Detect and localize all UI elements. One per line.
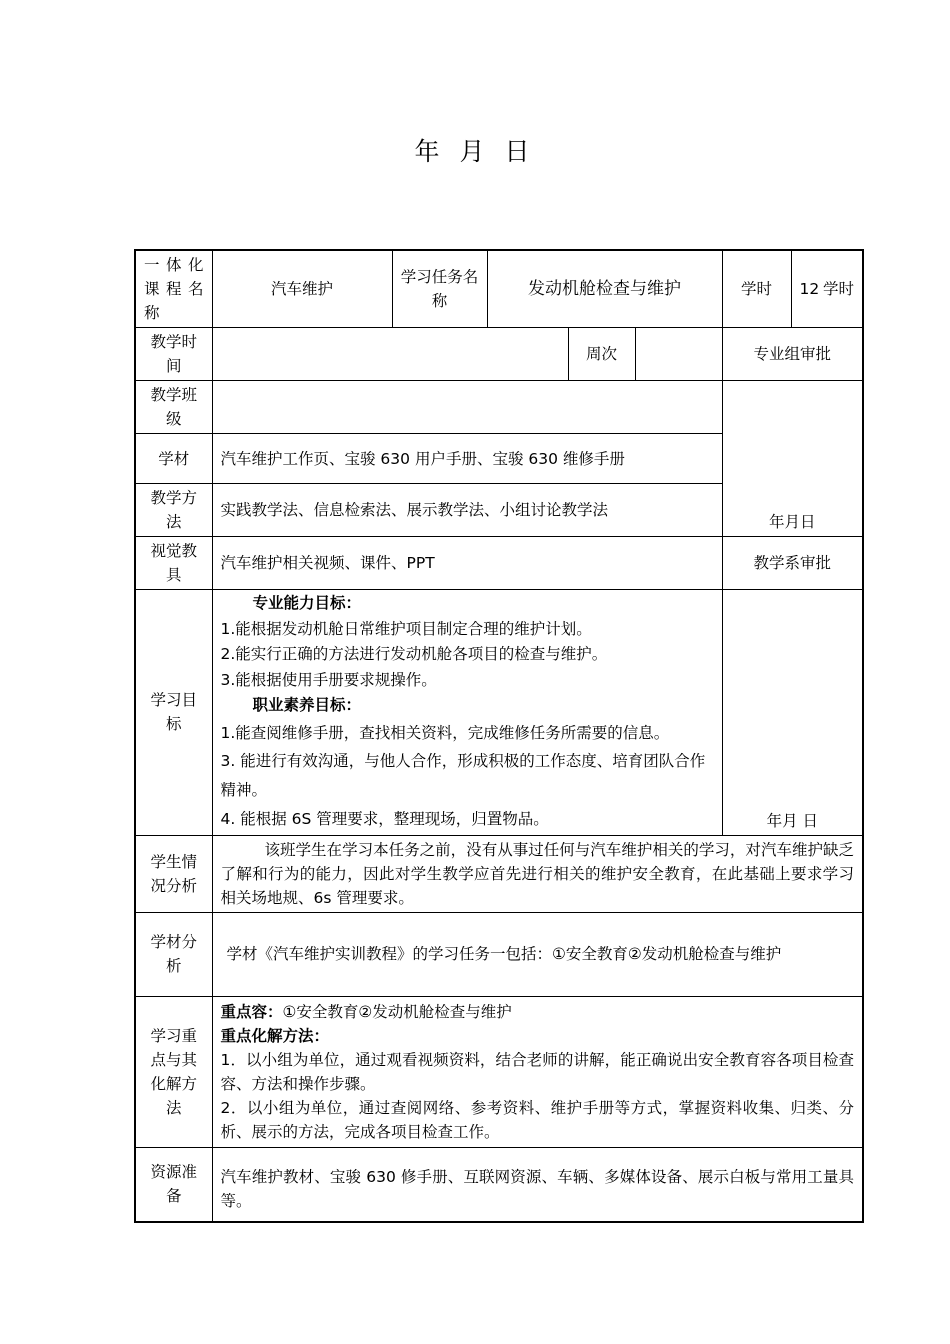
- group-approval-date: 年月日: [722, 381, 863, 537]
- material-label: 学材: [135, 434, 212, 484]
- goals-row: [135, 590, 863, 836]
- resources-value: 汽车维护教材、宝骏 630 修手册、互联网资源、车辆、多媒体设备、展示白板与常用工量具等。: [212, 1147, 863, 1222]
- class-row: [135, 381, 863, 434]
- keypoints-row: [135, 996, 863, 1147]
- teaching-class-label: 教学班级: [135, 381, 212, 434]
- pro-goal-item: 2.能实行正确的方法进行发动机舱各项目的检查与维护。: [220, 645, 608, 663]
- hours-label: 学时: [722, 250, 791, 328]
- teaching-time-label: 教学时间: [135, 328, 212, 381]
- key-content-line: [221, 1000, 855, 1024]
- vocational-goal-item: 1.能查阅维修手册，查找相关资料，完成维修任务所需要的信息。: [220, 723, 670, 742]
- resources-row: [135, 1147, 863, 1222]
- key-content-value: ①安全教育②发动机舱检查与维护: [282, 1002, 512, 1021]
- key-method-item: 2．以小组为单位，通过查阅网络、参考资料、维护手册等方式，掌握资料收集、归类、分析、展示的方法，完成各项目检查工作。: [220, 1098, 855, 1141]
- method-value: 实践教学法、信息检索法、展示教学法、小组讨论教学法: [212, 484, 722, 537]
- visual-aids-value: 汽车维护相关视频、课件、PPT: [212, 537, 722, 590]
- task-name-label: 学习任务名称: [392, 250, 487, 328]
- method-label: 教学方法: [135, 484, 212, 537]
- dept-approval-label: 教学系审批: [722, 537, 863, 590]
- course-name-label: 一体化课程名称: [135, 250, 212, 328]
- pro-goal-item: 1.能根据发动机舱日常维护项目制定合理的维护计划。: [220, 619, 592, 638]
- pro-goal-item: 3.能根据使用手册要求规操作。: [220, 670, 437, 689]
- pro-goals-heading: 专业能力目标：: [252, 594, 362, 612]
- vocational-goal-item: 4. 能根据 6S 管理要求，整理现场，归置物品。: [220, 809, 549, 828]
- key-method-item: 1．以小组为单位，通过观看视频资料，结合老师的讲解，能正确说出安全教育容各项目检查容、方法和操作步骤。: [220, 1050, 855, 1093]
- learning-goals-content: [212, 590, 722, 836]
- keypoints-label: 学习重点与其化解方法: [135, 996, 212, 1147]
- hours-unit: 学时: [823, 280, 855, 298]
- task-name-value: 发动机舱检查与维护: [487, 250, 722, 328]
- lesson-plan-table: [134, 249, 864, 1223]
- students-row: [135, 835, 863, 912]
- course-row: [135, 250, 863, 328]
- vocational-goals-heading: 职业素养目标：: [252, 696, 362, 714]
- teaching-time-value: [212, 328, 568, 381]
- student-analysis-value: 该班学生在学习本任务之前，没有从事过任何与汽车维护相关的学习，对汽车维护缺乏了解和行为的能力，因此对学生教学应首先进行相关的维护安全教育，在此基础上要求学习相关场地规、6s 管理要求。: [212, 835, 863, 912]
- resources-label: 资源准备: [135, 1147, 212, 1222]
- material-analysis-row: [135, 912, 863, 996]
- learning-goals-label: 学习目标: [135, 590, 212, 836]
- hours-cell: [791, 250, 863, 328]
- visual-aids-label: 视觉教具: [135, 537, 212, 590]
- time-row: [135, 328, 863, 381]
- visual-row: [135, 537, 863, 590]
- material-analysis-value: 学材《汽车维护实训教程》的学习任务一包括：①安全教育②发动机舱检查与维护: [212, 912, 863, 996]
- vocational-goal-item: 3. 能进行有效沟通，与他人合作，形成积极的工作态度、培育团队合作精神。: [220, 751, 706, 799]
- teaching-class-value: [212, 381, 722, 434]
- week-value: [635, 328, 722, 381]
- material-analysis-label: 学材分析: [135, 912, 212, 996]
- material-value: 汽车维护工作页、宝骏 630 用户手册、宝骏 630 维修手册: [212, 434, 722, 484]
- student-analysis-label: 学生情况分析: [135, 835, 212, 912]
- key-content-heading: 重点容：: [220, 1002, 283, 1021]
- keypoints-content: [212, 996, 863, 1147]
- key-method-heading: 重点化解方法：: [220, 1026, 330, 1045]
- hours-value: 12: [799, 280, 820, 298]
- course-name-value: 汽车维护: [212, 250, 392, 328]
- group-approval-label: 专业组审批: [722, 328, 863, 381]
- date-heading: 年 月 日: [414, 137, 536, 166]
- week-label: 周次: [568, 328, 635, 381]
- dept-approval-date: 年月 日: [722, 590, 863, 836]
